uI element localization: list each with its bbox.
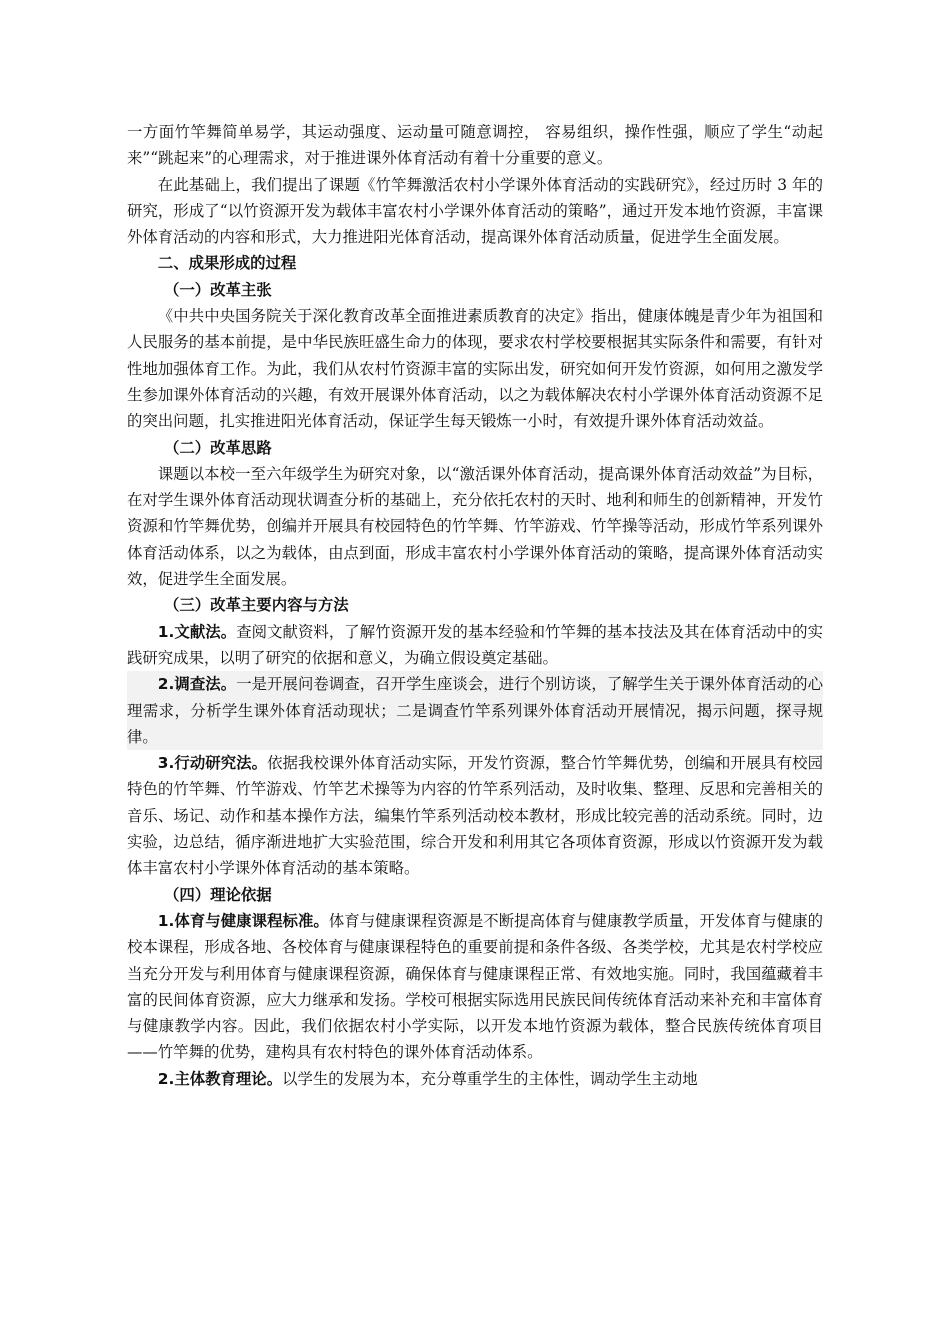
theory-curriculum-standard-lead: 1.体育与健康课程标准。 bbox=[157, 911, 329, 930]
theory-subject-education-paragraph bbox=[127, 1066, 823, 1092]
intro-paragraph-topic: 在此基础上，我们提出了课题《竹竿舞激活农村小学课外体育活动的实践研究》，经过历时 3 年的研究，形成了“以竹资源开发为载体丰富农村小学课外体育活动的策略”，通过开发本地竹资源，丰富课外体育活动的内容和形式，大力推进阳光体育活动，提高课外体育活动质量，促进学生全面发展。 bbox=[127, 175, 823, 247]
method-survey-lead: 2.调查法。 bbox=[157, 675, 237, 694]
theory-curriculum-standard-text: 体育与健康课程资源是不断提高体育与健康教学质量，开发体育与健康的校本课程，形成各地、各校体育与健康课程特色的重要前提和条件各级、各类学校，尤其是农村学校应当充分开发与利用体育与健康课程资源，确保体育与健康课程正常、有效地实施。同时，我国蕴藏着丰富的民间体育资源，应大力继承和发扬。学校可根据实际选用民族民间传统体育活动来补充和丰富体育与健康教学内容。因此，我们依据农村小学实际，以开发本地竹资源为载体，整合民族传统体育项目——竹竿舞的优势，建构具有农村特色的课外体育活动体系。 bbox=[127, 911, 823, 1062]
section-heading-process: 二、成果形成的过程 bbox=[157, 254, 297, 273]
intro-paragraph-continued: 一方面竹竿舞简单易学，其运动强度、运动量可随意调控， 容易组织，操作性强，顺应了学生“动起来”“跳起来”的心理需求，对于推进课外体育活动有着十分重要的意义。 bbox=[127, 123, 823, 168]
document-page bbox=[127, 119, 823, 1092]
method-survey-paragraph bbox=[127, 671, 823, 750]
method-literature-text: 查阅文献资料，了解竹资源开发的基本经验和竹竿舞的基本技法及其在体育活动中的实践研究成果，以明了研究的依据和意义，为确立假设奠定基础。 bbox=[127, 622, 823, 667]
method-action-research-text: 依据我校课外体育活动实际，开发竹资源，整合竹竿舞优势，创编和开展具有校园特色的竹竿舞、竹竿游戏、竹竿艺术操等为内容的竹竿系列活动，及时收集、整理、反思和完善相关的音乐、场记、动作和基本操作方法，编集竹竿系列活动校本教材，形成比较完善的活动系统。同时，边实验，边总结，循序渐进地扩大实验范围，综合开发和利用其它各项体育资源，形成以竹资源开发为载体丰富农村小学课外体育活动的基本策略。 bbox=[127, 754, 823, 878]
subsection-heading-content-methods: （三）改革主要内容与方法 bbox=[163, 596, 349, 615]
subsection-heading-reform-proposition: （一）改革主张 bbox=[163, 280, 272, 299]
subsection-heading-theory-basis: （四）理论依据 bbox=[163, 885, 272, 904]
reform-proposition-paragraph: 《中共中央国务院关于深化教育改革全面推进素质教育的决定》指出，健康体魄是青少年为祖国和人民服务的基本前提，是中华民族旺盛生命力的体现，要求农村学校要根据其实际条件和需要，有针对性地加强体育工作。为此，我们从农村竹资源丰富的实际出发，研究如何开发竹资源，如何用之激发学生参加课外体育活动的兴趣，有效开展课外体育活动，以之为载体解决农村小学课外体育活动资源不足的突出问题，扎实推进阳光体育活动，保证学生每天锻炼一小时，有效提升课外体育活动效益。 bbox=[127, 307, 823, 431]
method-literature-lead: 1.文献法。 bbox=[157, 622, 237, 641]
method-survey-text: 一是开展问卷调查，召开学生座谈会，进行个别访谈，了解学生关于课外体育活动的心理需求，分析学生课外体育活动现状；二是调查竹竿系列课外体育活动开展情况，揭示问题，探寻规律。 bbox=[127, 675, 823, 746]
method-action-research-lead: 3.行动研究法。 bbox=[157, 754, 268, 773]
theory-subject-education-text: 以学生的发展为本，充分尊重学生的主体性，调动学生主动地 bbox=[282, 1069, 698, 1088]
method-literature-paragraph bbox=[127, 619, 823, 672]
theory-subject-education-lead: 2.主体教育理论。 bbox=[157, 1069, 283, 1088]
reform-approach-paragraph: 课题以本校一至六年级学生为研究对象，以“激活课外体育活动，提高课外体育活动效益”为目标，在对学生课外体育活动现状调查分析的基础上，充分依托农村的天时、地利和师生的创新精神，开发竹资源和竹竿舞优势，创编并开展具有校园特色的竹竿舞、竹竿游戏、竹竿操等活动，形成竹竿系列课外体育活动体系，以之为载体，由点到面，形成丰富农村小学课外体育活动的策略，提高课外体育活动实效，促进学生全面发展。 bbox=[127, 464, 823, 589]
theory-curriculum-standard-paragraph bbox=[127, 908, 823, 1066]
method-action-research-paragraph bbox=[127, 750, 823, 881]
subsection-heading-reform-approach: （二）改革思路 bbox=[163, 438, 272, 457]
